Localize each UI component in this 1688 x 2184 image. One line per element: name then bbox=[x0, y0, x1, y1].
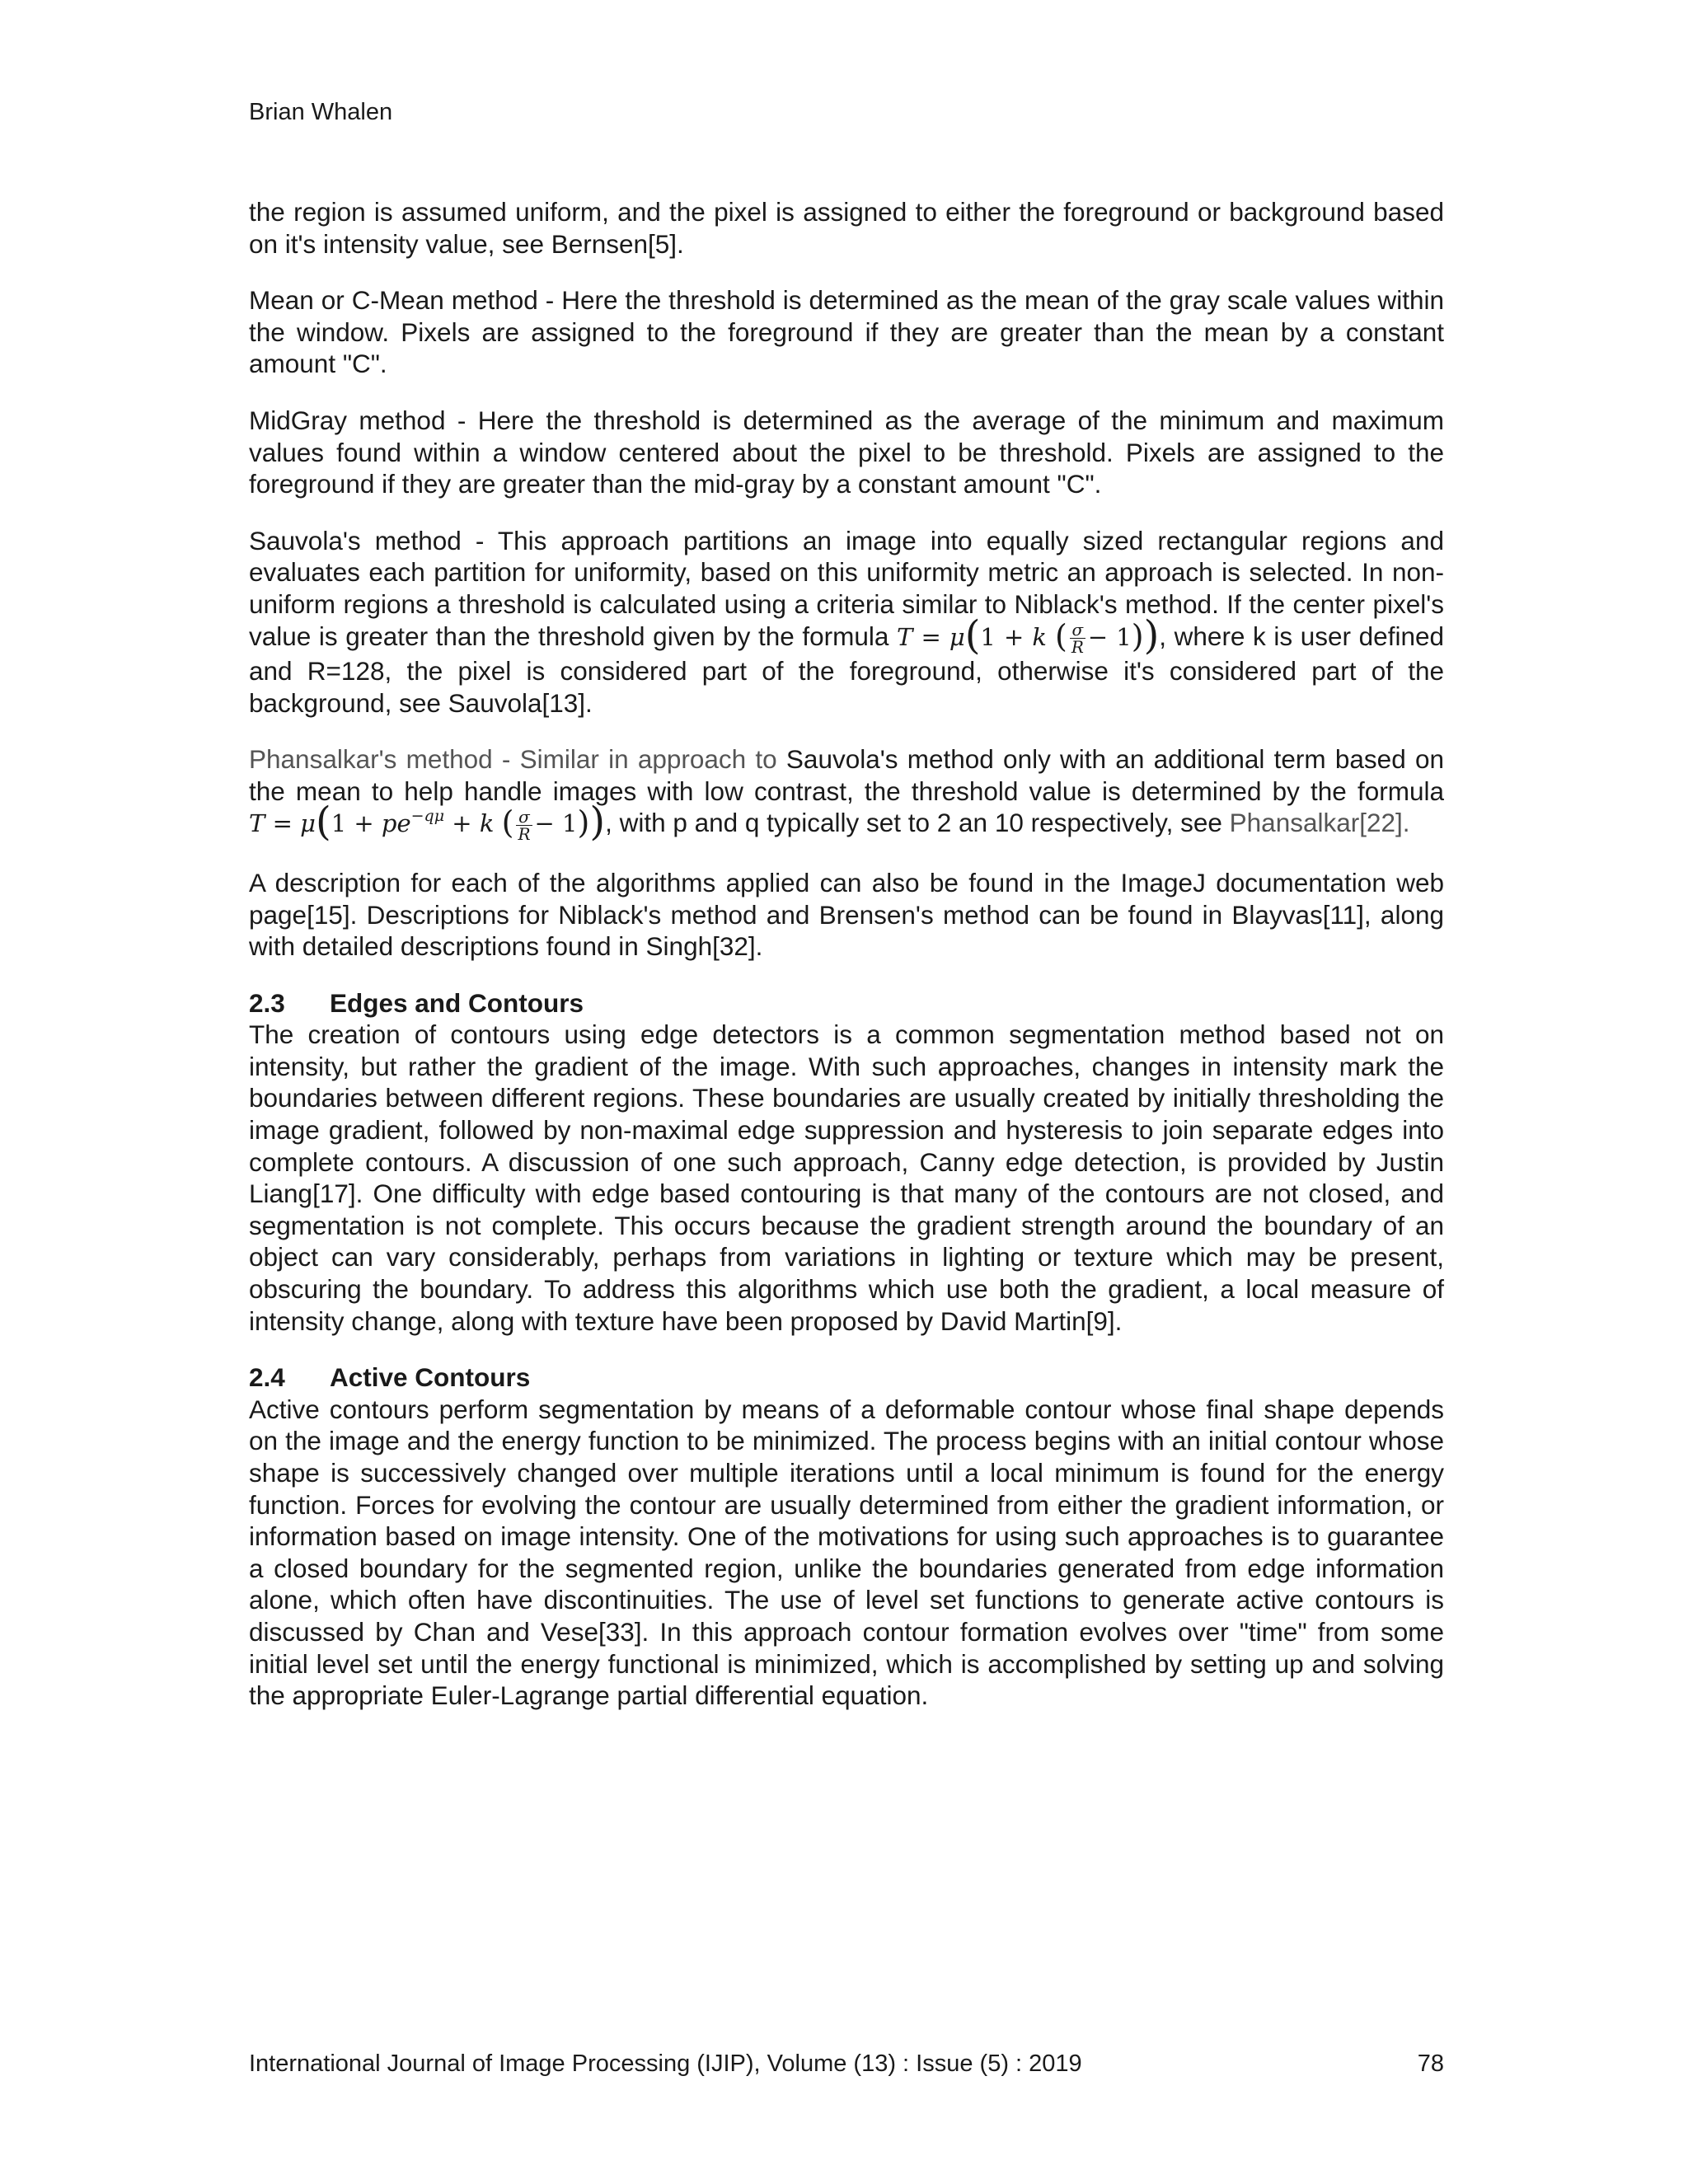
paragraph-bernsen-continuation: the region is assumed uniform, and the pixel is assigned to either the foreground or background based on it's intensity value, see Bernsen[5]. bbox=[249, 197, 1444, 259]
sauvola-text-before: Sauvola's method - This approach partitions an image into equally sized rectangular regions and evaluates each partition for uniformity, based on this uniformity metric an approach is selected. In non-uniform regions a threshold is calculated using a criteria similar to Niblack's method. If the center pixel's value is greater than the threshold given by the formula bbox=[249, 525, 1444, 651]
phansalkar-text: Sauvola's method only with an additional term based on the mean to help handle images with low contrast, the threshold value is determined by the formula bbox=[249, 744, 1444, 806]
sigma-over-r-fraction: $\frac{\sigma}{R}$ bbox=[518, 806, 531, 844]
section-heading-edges-contours: 2.3 Edges and Contours bbox=[249, 987, 584, 1018]
footer-journal-info: International Journal of Image Processing (IJIP), Volume (13) : Issue (5) : 2019 bbox=[249, 2050, 1082, 2077]
page-number: 78 bbox=[1417, 2050, 1444, 2077]
paragraph-sauvola-method bbox=[249, 525, 1444, 719]
phansalkar-gray-lead: Phansalkar's method - Similar in approach to bbox=[249, 744, 777, 775]
section-body-edges-contours: The creation of contours using edge detectors is a common segmentation method based not on intensity, but rather the gradient of the image. With such approaches, changes in intensity mark the boundaries between different regions. These boundaries are usually created by initially thresholding the image gradient, followed by non-maximal edge suppression and hysteresis to join separate edges into complete contours. A discussion of one such approach, Canny edge detection, is provided by Justin Liang[17]. One difficulty with edge based contouring is that many of the contours are not closed, and segmentation is not complete. This occurs because the gradient strength around the boundary of an object can vary considerably, perhaps from variations in lighting or texture which may be present, obscuring the boundary. To address this algorithms which use both the gradient, a local measure of intensity change, along with texture have been proposed by David Martin[9]. bbox=[249, 1019, 1444, 1336]
sauvola-text-after: , where k is user defined and R=128, the pixel is considered part of the foreground, otherwise it's considered part of the background, see Sauvola[13]. bbox=[249, 621, 1444, 718]
section-body-active-contours: Active contours perform segmentation by means of a deformable contour whose final shape depends on the image and the energy function to be minimized. The process begins with an initial contour whose shape is successively changed over multiple iterations until a local minimum is found for the energy function. Forces for evolving the contour are usually determined from either the gradient information, or information based on image intensity. One of the motivations for using such approaches is to guarantee a closed boundary for the segmented region, unlike the boundaries generated from edge information alone, which often have discontinuities. The use of level set functions to generate active contours is discussed by Chan and Vese[33]. In this approach contour formation evolves over "time" from some initial level set until the energy functional is minimized, which is accomplished by setting up and solving the appropriate Euler-Lagrange partial differential equation. bbox=[249, 1394, 1444, 1711]
phansalkar-citation: Phansalkar[22]. bbox=[1229, 808, 1410, 838]
paragraph-algorithm-descriptions: A description for each of the algorithms applied can also be found in the ImageJ documentation web page[15]. Descriptions for Niblack's method and Brensen's method can be found in Blayvas[11], along with detailed descriptions found in Singh[32]. bbox=[249, 867, 1444, 962]
section-heading-active-contours: 2.4 Active Contours bbox=[249, 1362, 531, 1393]
phansalkar-text-after: , with p and q typically set to 2 an 10 respectively, see bbox=[605, 808, 1222, 838]
paragraph-mean-method: Mean or C-Mean method - Here the threshold is determined as the mean of the gray scale values within the window. Pixels are assigned to the foreground if they are greater than the mean by a constant amount "C". bbox=[249, 285, 1444, 379]
paragraph-phansalkar-method bbox=[249, 743, 1444, 846]
sigma-over-r-fraction: $\frac{\sigma}{R}$ bbox=[1071, 620, 1084, 658]
phansalkar-formula: $T = \mu(1 + pe^{-q\mu} + k$ ( $\frac{\sigma}{R}$ − 1)) bbox=[249, 799, 606, 846]
running-head-author: Brian Whalen bbox=[249, 99, 393, 125]
sauvola-formula: T = μ(1 + k ( $\frac{\sigma}{R}$ − 1)) bbox=[897, 612, 1160, 658]
paragraph-midgray-method: MidGray method - Here the threshold is determined as the average of the minimum and maximum values found within a window centered about the pixel to be threshold. Pixels are assigned to the foreground if they are greater than the mid-gray by a constant amount "C". bbox=[249, 405, 1444, 499]
main-content bbox=[249, 196, 1444, 1736]
